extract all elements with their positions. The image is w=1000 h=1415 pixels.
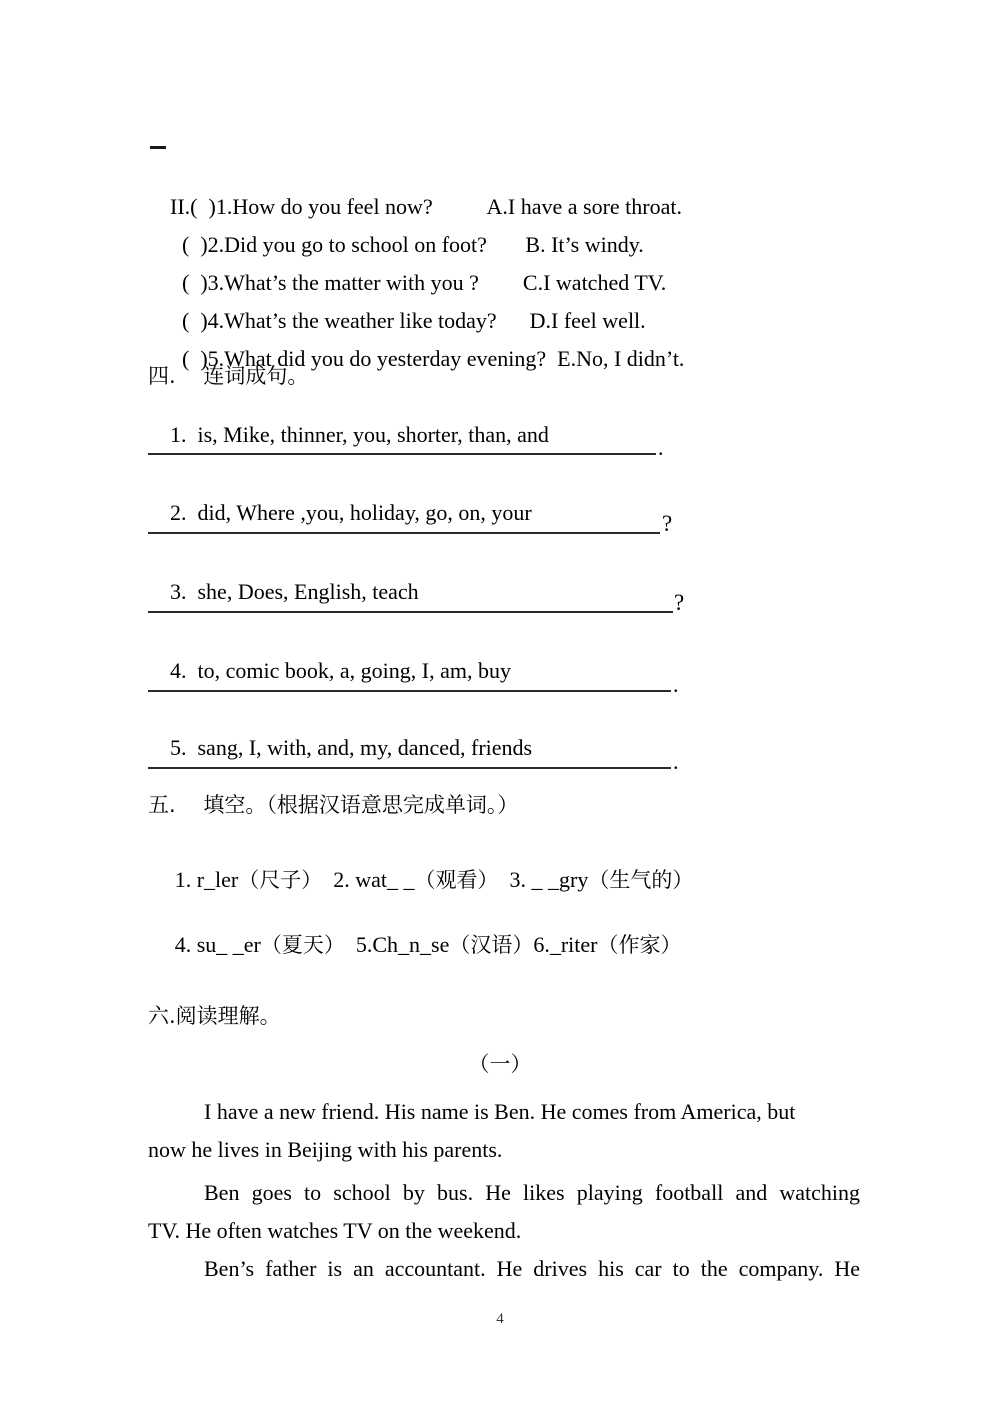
item-number: 5. <box>170 735 187 760</box>
option-text: D.I feel well. <box>529 308 646 333</box>
scan-artifact-dash <box>150 146 166 149</box>
answer-bracket[interactable]: ( ) <box>182 232 208 257</box>
chinese-hint: （夏天） <box>260 933 345 957</box>
item-number: 1. <box>174 867 192 892</box>
passage-line <box>148 1218 860 1244</box>
answer-bracket[interactable]: ( ) <box>182 308 208 333</box>
question-text: What did you do yesterday evening? <box>224 346 547 371</box>
passage-text: Ben goes to school by bus. He likes playing football and watching <box>204 1180 860 1205</box>
item-number: 3. <box>207 270 225 295</box>
item-words: she, Does, English, teach <box>197 579 419 604</box>
option-text: C.I watched TV. <box>522 270 667 295</box>
answer-punctuation: . <box>673 672 679 697</box>
answer-rule <box>148 453 656 455</box>
passage-text: TV. He often watches TV on the weekend. <box>148 1218 522 1243</box>
item-number: 4. <box>207 308 225 333</box>
fill-blank-word[interactable]: _ _gry <box>531 867 589 892</box>
answer-punctuation: . <box>673 749 679 774</box>
passage-text: now he lives in Beijing with his parents. <box>148 1137 503 1162</box>
item-number: 1. <box>215 194 233 219</box>
answer-bracket[interactable]: ( ) <box>182 270 208 295</box>
item-words: to, comic book, a, going, I, am, buy <box>197 658 511 683</box>
word-order-item <box>148 474 532 552</box>
item-number: 2. <box>333 867 350 892</box>
question-text: How do you feel now? <box>232 194 433 219</box>
chinese-hint: （汉语） <box>449 933 534 957</box>
column-gap <box>546 346 557 371</box>
word-order-item <box>148 553 419 631</box>
passage-text: Ben’s father is an accountant. He drives his car to the company. He <box>204 1256 860 1281</box>
item-words: is, Mike, thinner, you, shorter, than, and <box>197 422 549 447</box>
fill-blank-word[interactable]: su_ _er <box>196 932 261 957</box>
item-number: 3. <box>509 867 526 892</box>
answer-bracket[interactable]: ( ) <box>190 194 216 219</box>
answer-rule <box>148 532 660 534</box>
item-number: 3. <box>170 579 187 604</box>
item-words: did, Where ,you, holiday, go, on, your <box>197 500 532 525</box>
answer-rule <box>148 611 673 613</box>
chinese-hint: （生气的） <box>588 868 694 892</box>
question-text: What’s the matter with you ? <box>224 270 479 295</box>
item-number: 1. <box>170 422 187 447</box>
answer-bracket[interactable]: ( ) <box>182 346 208 371</box>
fill-blank-word[interactable]: wat_ _ <box>355 867 415 892</box>
passage-text: I have a new friend. His name is Ben. He comes from America, but <box>204 1099 796 1124</box>
chinese-hint: （作家） <box>597 933 682 957</box>
fill-blank-word[interactable]: r_ler <box>196 867 239 892</box>
answer-blank[interactable] <box>148 672 688 697</box>
word-order-item <box>148 396 549 474</box>
question-text: What’s the weather like today? <box>224 308 497 333</box>
word-order-item <box>148 632 511 710</box>
section-heading-fill-blank: 五. 填空。（根据汉语意思完成单词。） <box>148 793 519 817</box>
item-number: 5. <box>207 346 225 371</box>
item-number: 4. <box>174 932 192 957</box>
page-number: 4 <box>496 1311 504 1327</box>
answer-punctuation: . <box>658 435 664 460</box>
fill-blank-word[interactable]: _riter <box>549 932 598 957</box>
passage-line <box>148 1256 860 1282</box>
passage-line <box>148 1180 860 1206</box>
matching-section-label: II. <box>170 194 191 219</box>
item-number: 2. <box>207 232 225 257</box>
chinese-hint: （观看） <box>414 868 499 892</box>
word-order-item <box>148 709 532 787</box>
item-words: sang, I, with, and, my, danced, friends <box>197 735 533 760</box>
item-number: 2. <box>170 500 187 525</box>
option-text: A.I have a sore throat. <box>486 194 682 219</box>
option-text: E.No, I didn’t. <box>557 346 685 371</box>
answer-punctuation: ? <box>674 590 685 615</box>
passage-line <box>148 1137 860 1163</box>
item-number: 6. <box>533 932 550 957</box>
section-heading-word-order: 四. 连词成句。 <box>148 364 309 388</box>
item-number: 4. <box>170 658 187 683</box>
question-text: Did you go to school on foot? <box>224 232 487 257</box>
section-heading-reading: 六.阅读理解。 <box>148 1004 281 1028</box>
fill-blank-row <box>148 905 682 983</box>
answer-blank[interactable] <box>148 749 688 774</box>
answer-rule <box>148 767 671 769</box>
passage-subtitle: （一） <box>468 1052 532 1076</box>
answer-blank[interactable] <box>148 435 668 460</box>
answer-rule <box>148 690 671 692</box>
item-number: 5. <box>355 932 373 957</box>
option-text: B. It’s windy. <box>525 232 644 257</box>
answer-punctuation: ? <box>662 511 673 536</box>
fill-blank-word[interactable]: Ch_n_se <box>372 932 450 957</box>
passage-line <box>148 1099 860 1125</box>
chinese-hint: （尺子） <box>238 868 323 892</box>
